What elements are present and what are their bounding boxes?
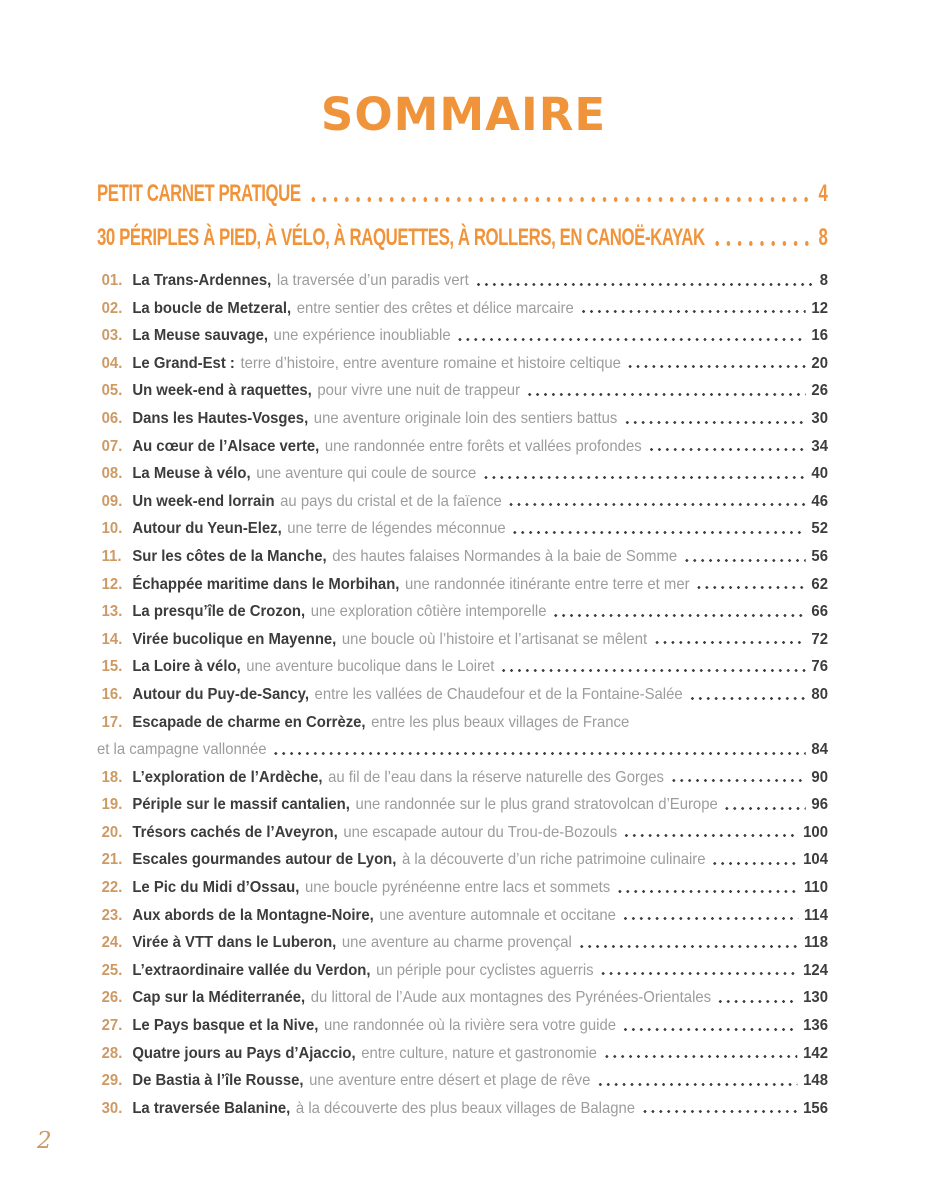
entry-title: Le Pic du Midi d’Ossau, [132, 879, 300, 897]
toc-entry-row [97, 1012, 828, 1040]
entry-page-number: 46 [811, 492, 828, 510]
toc-entry-row [97, 405, 828, 433]
entry-number: 30. [101, 1099, 123, 1117]
entry-description: une randonnée sur le plus grand stratovolcan d’Europe [355, 796, 718, 814]
dot-leader [723, 807, 806, 810]
entry-title: Virée bucolique en Mayenne, [132, 630, 337, 648]
entry-page-number: 90 [811, 768, 828, 786]
entry-title: Trésors cachés de l’Aveyron, [132, 823, 338, 841]
entry-description: une randonnée entre forêts et vallées profondes [324, 437, 642, 455]
entry-page-number: 34 [811, 437, 828, 455]
entry-description: des hautes falaises Normandes à la baie de Somme [332, 547, 678, 565]
entry-title: Échappée maritime dans le Morbihan, [132, 575, 400, 593]
entry-title: Quatre jours au Pays d’Ajaccio, [132, 1044, 356, 1062]
entry-number: 27. [101, 1017, 123, 1035]
entry-page-number: 130 [803, 989, 828, 1007]
entry-page-number: 142 [803, 1044, 828, 1062]
dot-leader [670, 779, 806, 782]
entry-description: un périple pour cyclistes aguerris [376, 961, 594, 979]
entry-number: 03. [101, 327, 123, 345]
dot-leader [511, 531, 806, 534]
entry-title: Au cœur de l’Alsace verte, [132, 437, 320, 455]
entry-number: 25. [101, 961, 123, 979]
entry-page-number: 84 [811, 741, 828, 759]
entry-number: 12. [101, 575, 123, 593]
entry-title: Escapade de charme en Corrèze, [132, 713, 366, 731]
toc-entry-row [97, 295, 828, 323]
dot-leader [712, 241, 812, 246]
section-list [97, 172, 828, 260]
toc-entry-row [97, 791, 828, 819]
dot-leader [596, 1083, 798, 1086]
entry-title: Le Pays basque et la Nive, [132, 1017, 319, 1035]
entry-number: 28. [101, 1044, 123, 1062]
dot-leader [623, 421, 806, 424]
entry-title: La Loire à vélo, [132, 658, 241, 676]
toc-entry-row [97, 957, 828, 985]
toc-entry-row [97, 736, 828, 764]
entry-description: une aventure entre désert et plage de rêve [309, 1072, 591, 1090]
toc-entry-row [97, 1067, 828, 1095]
entry-page-number: 12 [811, 299, 828, 317]
entry-description: une exploration côtière intemporelle [310, 603, 547, 621]
toc-content [97, 158, 828, 1122]
entry-title: Périple sur le massif cantalien, [132, 796, 350, 814]
entry-page-number: 148 [803, 1072, 828, 1090]
dot-leader [308, 197, 812, 202]
toc-entry-row [97, 322, 828, 350]
section-label: 30 PÉRIPLES À PIED, À VÉLO, À RAQUETTES, À ROLLERS, EN CANOË-KAYAK [97, 224, 705, 251]
entry-list [97, 267, 828, 1122]
entry-page-number: 104 [803, 851, 828, 869]
section-page-number: 4 [818, 180, 828, 207]
entry-description: une aventure bucolique dans le Loiret [246, 658, 495, 676]
toc-entry-row [97, 571, 828, 599]
entry-number: 17. [101, 713, 123, 731]
entry-number: 04. [101, 354, 123, 372]
toc-entry-row [97, 267, 828, 295]
entry-number: 08. [101, 465, 123, 483]
entry-description: entre culture, nature et gastronomie [361, 1044, 597, 1062]
entry-description: entre les plus beaux villages de France [371, 713, 630, 731]
entry-page-number: 56 [811, 547, 828, 565]
dot-leader [688, 697, 806, 700]
entry-number: 29. [101, 1072, 123, 1090]
entry-page-number: 72 [811, 630, 828, 648]
entry-page-number: 40 [811, 465, 828, 483]
toc-entry-row [97, 874, 828, 902]
entry-number: 13. [101, 603, 123, 621]
entry-number: 09. [101, 492, 123, 510]
entry-description: une randonnée où la rivière sera votre guide [324, 1017, 617, 1035]
toc-entry-row [97, 681, 828, 709]
entry-page-number: 110 [803, 879, 828, 897]
toc-entry-row [97, 819, 828, 847]
toc-entry-row [97, 929, 828, 957]
entry-title: Un week-end lorrain [132, 492, 275, 510]
entry-page-number: 66 [811, 603, 828, 621]
entry-title: L’exploration de l’Ardèche, [132, 768, 323, 786]
entry-page-number: 8 [819, 272, 828, 289]
entry-title: La Meuse sauvage, [132, 327, 268, 345]
entry-description: une expérience inoubliable [273, 327, 451, 345]
dot-leader [647, 448, 806, 451]
entry-page-number: 156 [803, 1099, 828, 1117]
entry-page-number: 16 [811, 327, 828, 345]
entry-number: 14. [101, 630, 123, 648]
dot-leader [603, 1055, 798, 1058]
dot-leader [641, 1110, 798, 1113]
dot-leader [552, 614, 806, 617]
entry-title: Le Grand-Est : [132, 354, 235, 372]
dot-leader [653, 641, 806, 644]
toc-entry-row [97, 460, 828, 488]
dot-leader [482, 476, 806, 479]
dot-leader [622, 917, 799, 920]
entry-title: La traversée Balanine, [132, 1099, 291, 1117]
dot-leader [711, 862, 797, 865]
dot-leader [500, 669, 806, 672]
toc-entry-row [97, 598, 828, 626]
entry-number: 01. [101, 272, 123, 289]
toc-entry-row [97, 902, 828, 930]
section-heading-row [97, 216, 828, 260]
entry-description: à la découverte des plus beaux villages de Balagne [295, 1099, 636, 1117]
entry-page-number: 62 [811, 575, 828, 593]
entry-description: au fil de l’eau dans la réserve naturelle des Gorges [328, 768, 664, 786]
entry-title: Sur les côtes de la Manche, [132, 547, 327, 565]
toc-entry-row [97, 764, 828, 792]
toc-entry-row [97, 433, 828, 461]
entry-number: 24. [101, 934, 123, 952]
entry-number: 19. [101, 796, 123, 814]
entry-number: 07. [101, 437, 123, 455]
dot-leader [599, 972, 797, 975]
section-label: PETIT CARNET PRATIQUE [97, 180, 301, 207]
entry-page-number: 114 [803, 906, 828, 924]
dot-leader [474, 283, 814, 286]
entry-description: une aventure originale loin des sentiers battus [313, 409, 618, 427]
toc-entry-row [97, 846, 828, 874]
toc-entry-row [97, 377, 828, 405]
toc-entry-row [97, 1095, 828, 1123]
entry-description: une escapade autour du Trou-de-Bozouls [343, 823, 618, 841]
entry-page-number: 118 [803, 934, 828, 952]
dot-leader [622, 1028, 798, 1031]
dot-leader [717, 1000, 798, 1003]
entry-page-number: 100 [803, 823, 828, 841]
entry-number: 05. [101, 382, 123, 400]
entry-description: une terre de légendes méconnue [287, 520, 506, 538]
entry-description: entre sentier des crêtes et délice marcaire [296, 299, 574, 317]
entry-title: Aux abords de la Montagne-Noire, [132, 906, 374, 924]
entry-description: à la découverte d’un riche patrimoine culinaire [401, 851, 706, 869]
entry-title: La Meuse à vélo, [132, 465, 251, 483]
entry-title: Escales gourmandes autour de Lyon, [132, 851, 397, 869]
entry-title: Un week-end à raquettes, [132, 382, 312, 400]
page-number: 2 [37, 1128, 52, 1154]
entry-number: 22. [101, 879, 123, 897]
entry-description: une boucle pyrénéenne entre lacs et sommets [304, 879, 611, 897]
dot-leader [456, 338, 806, 341]
entry-number: 20. [101, 823, 123, 841]
entry-number: 02. [101, 299, 123, 317]
entry-number: 16. [101, 685, 123, 703]
entry-number: 06. [101, 409, 123, 427]
entry-description: une aventure automnale et occitane [379, 906, 616, 924]
entry-description: une randonnée itinérante entre terre et mer [405, 575, 690, 593]
section-page-number: 8 [818, 224, 828, 251]
dot-leader [683, 559, 806, 562]
entry-number: 23. [101, 906, 123, 924]
entry-title: Dans les Hautes-Vosges, [132, 409, 309, 427]
entry-page-number: 124 [803, 961, 828, 979]
entry-number: 10. [101, 520, 123, 538]
dot-leader [626, 365, 805, 368]
dot-leader [577, 945, 798, 948]
entry-page-number: 26 [811, 382, 828, 400]
entry-page-number: 52 [811, 520, 828, 538]
entry-title: Autour du Yeun-Elez, [132, 520, 282, 538]
entry-title: La boucle de Metzeral, [132, 299, 292, 317]
entry-description: et la campagne vallonnée [97, 741, 267, 759]
entry-number: 15. [101, 658, 123, 676]
entry-description: au pays du cristal et de la faïence [280, 492, 502, 510]
dot-leader [616, 890, 799, 893]
entry-description: du littoral de l’Aude aux montagnes des Pyrénées-Orientales [310, 989, 712, 1007]
entry-title: L’extraordinaire vallée du Verdon, [132, 961, 371, 979]
entry-page-number: 96 [811, 796, 828, 814]
entry-number: 18. [101, 768, 123, 786]
entry-title: La presqu’île de Crozon, [132, 603, 306, 621]
section-heading-row [97, 172, 828, 216]
entry-number: 21. [101, 851, 123, 869]
toc-entry-row [97, 488, 828, 516]
entry-description: une aventure au charme provençal [341, 934, 572, 952]
entry-page-number: 76 [811, 658, 828, 676]
toc-entry-row [97, 984, 828, 1012]
entry-description: terre d’histoire, entre aventure romaine et histoire celtique [240, 354, 621, 372]
toc-entry-row [97, 1040, 828, 1068]
dot-leader [507, 503, 805, 506]
entry-number: 11. [101, 547, 122, 565]
entry-title: Virée à VTT dans le Luberon, [132, 934, 337, 952]
dot-leader [272, 752, 806, 755]
entry-title: Autour du Puy-de-Sancy, [132, 685, 309, 703]
toc-entry-row [97, 709, 828, 737]
toc-entry-row [97, 653, 828, 681]
entry-title: La Trans-Ardennes, [132, 272, 272, 289]
dot-leader [579, 310, 806, 313]
entry-number: 26. [101, 989, 123, 1007]
toc-entry-row [97, 515, 828, 543]
entry-page-number: 80 [811, 685, 828, 703]
dot-leader [695, 586, 806, 589]
entry-title: Cap sur la Méditerranée, [132, 989, 306, 1007]
toc-entry-row [97, 626, 828, 654]
entry-page-number: 136 [803, 1017, 828, 1035]
entry-page-number: 20 [811, 354, 828, 372]
dot-leader [623, 834, 798, 837]
entry-title: De Bastia à l’île Rousse, [132, 1072, 304, 1090]
entry-page-number: 30 [811, 409, 828, 427]
entry-description: entre les vallées de Chaudefour et de la Fontaine-Salée [314, 685, 683, 703]
toc-entry-row [97, 350, 828, 378]
entry-description: une boucle où l’histoire et l’artisanat se mêlent [341, 630, 648, 648]
entry-description: la traversée d’un paradis vert [276, 272, 469, 289]
entry-description: une aventure qui coule de source [256, 465, 477, 483]
page-title: SOMMAIRE [320, 88, 607, 141]
dot-leader [526, 393, 806, 396]
toc-entry-row [97, 543, 828, 571]
entry-description: pour vivre une nuit de trappeur [317, 382, 521, 400]
